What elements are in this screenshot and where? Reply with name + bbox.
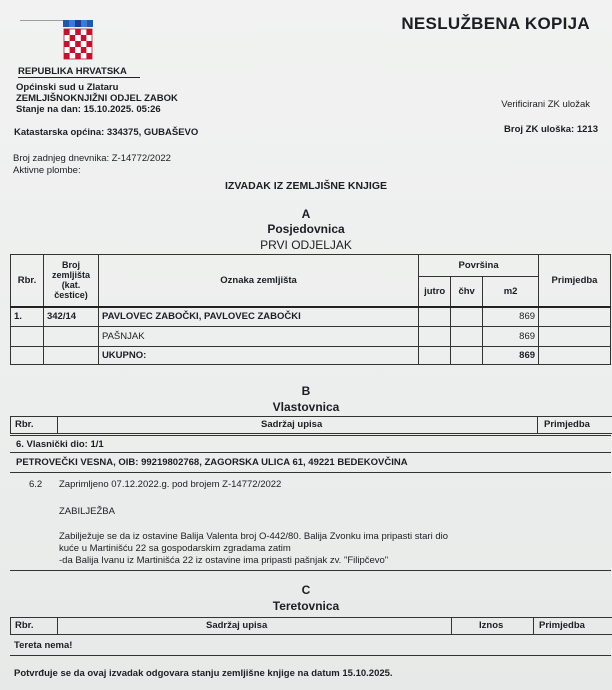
entry-number: 6.2	[29, 479, 43, 490]
row-rbr: 1.	[11, 307, 44, 327]
confirmation-text: Potvrđuje se da ovaj izvadak odgovara stanju zemljišne knjige na datum 15.10.2025.	[14, 668, 393, 679]
no-encumbrances: Tereta nema!	[14, 640, 73, 651]
c-col-rbr: Rbr.	[15, 620, 34, 631]
section-a-letter: A	[301, 207, 311, 221]
last-diary-number: Broj zadnjeg dnevnika: Z-14772/2022	[13, 153, 171, 164]
row-sub-m2: 869	[483, 327, 539, 347]
entry-received: Zaprimljeno 07.12.2022.g. pod brojem Z-14772/2022	[59, 479, 282, 490]
owner-details: PETROVEČKI VESNA, OIB: 99219802768, ZAGORSKA ULICA 61, 49221 BEDEKOVČINA	[16, 457, 408, 468]
section-a-title: Posjedovnica	[267, 222, 345, 236]
row-designation: PAVLOVEC ZABOČKI, PAVLOVEC ZABOČKI	[98, 307, 418, 327]
encumbrances-header	[10, 617, 612, 635]
b-col-content: Sadržaj upisa	[261, 419, 323, 430]
cadastral-municipality: Katastarska općina: 334375, GUBAŠEVO	[14, 127, 199, 138]
croatian-coat-of-arms-icon	[62, 20, 94, 64]
b-col-remark: Primjedba	[544, 419, 590, 430]
country-name: REPUBLIKA HRVATSKA	[18, 66, 127, 77]
entry-text-line-1: Zabilježuje se da iz ostavine Balija Valenta broj O-442/80. Balija Zvonku ima pripasti stari dio	[59, 531, 448, 542]
ownership-share: 6. Vlasnički dio: 1/1	[16, 439, 104, 450]
land-parcels-table	[10, 254, 611, 365]
section-c-title: Teretovnica	[272, 599, 340, 613]
verified-status: Verificirani ZK uložak	[501, 99, 590, 110]
entry-type: ZABILJEŽBA	[59, 506, 115, 517]
col-jutro: jutro	[419, 277, 451, 307]
section-c-letter: C	[301, 583, 311, 597]
total-label: UKUPNO:	[98, 347, 418, 365]
c-col-amount: Iznos	[479, 620, 504, 631]
row-parcel: 342/14	[43, 307, 98, 327]
zk-number: Broj ZK uloška: 1213	[504, 124, 598, 135]
court-block	[16, 82, 178, 115]
total-m2: 869	[483, 347, 539, 365]
section-b-letter: B	[301, 384, 311, 398]
active-seals: Aktivne plombe:	[13, 165, 81, 176]
col-designation: Oznaka zemljišta	[98, 255, 418, 307]
country-underline	[18, 77, 140, 78]
section-a-subtitle: PRVI ODJELJAK	[260, 238, 352, 252]
entry-text-line-3: -da Balija Ivanu iz Martinišća 22 iz ostavine ima pripasti pašnjak zv. "Filipčevo"	[59, 555, 389, 566]
col-m2: m2	[483, 277, 539, 307]
c-col-content: Sadržaj upisa	[206, 620, 268, 631]
court-department: ZEMLJIŠNOKNJIŽNI ODJEL ZABOK	[16, 93, 178, 104]
col-remark: Primjedba	[539, 255, 611, 307]
b-col-rbr: Rbr.	[15, 419, 34, 430]
court-name: Općinski sud u Zlataru	[16, 82, 119, 93]
diary-block	[13, 153, 171, 177]
state-date: Stanje na dan: 15.10.2025. 05:26	[16, 104, 161, 115]
document-title-unofficial-copy: NESLUŽBENA KOPIJA	[401, 14, 590, 33]
ownership-header	[10, 416, 612, 434]
total-row	[11, 347, 611, 365]
col-parcel-number: Broj zemljišta (kat. čestice)	[43, 255, 98, 307]
extract-title: IZVADAK IZ ZEMLJIŠNE KNJIGE	[225, 180, 387, 192]
top-rule	[20, 20, 64, 21]
entry-text-line-2: kuće u Martinišću 22 sa gospodarskim zgradama zatim	[59, 543, 291, 554]
col-rbr: Rbr.	[11, 255, 44, 307]
c-col-remark: Primjedba	[539, 620, 585, 631]
col-chv: čhv	[451, 277, 483, 307]
table-row	[11, 327, 611, 347]
row-m2: 869	[483, 307, 539, 327]
row-sub-designation: PAŠNJAK	[98, 327, 418, 347]
section-b-title: Vlastovnica	[272, 400, 340, 414]
table-row	[11, 307, 611, 327]
col-area: Površina	[419, 255, 539, 277]
